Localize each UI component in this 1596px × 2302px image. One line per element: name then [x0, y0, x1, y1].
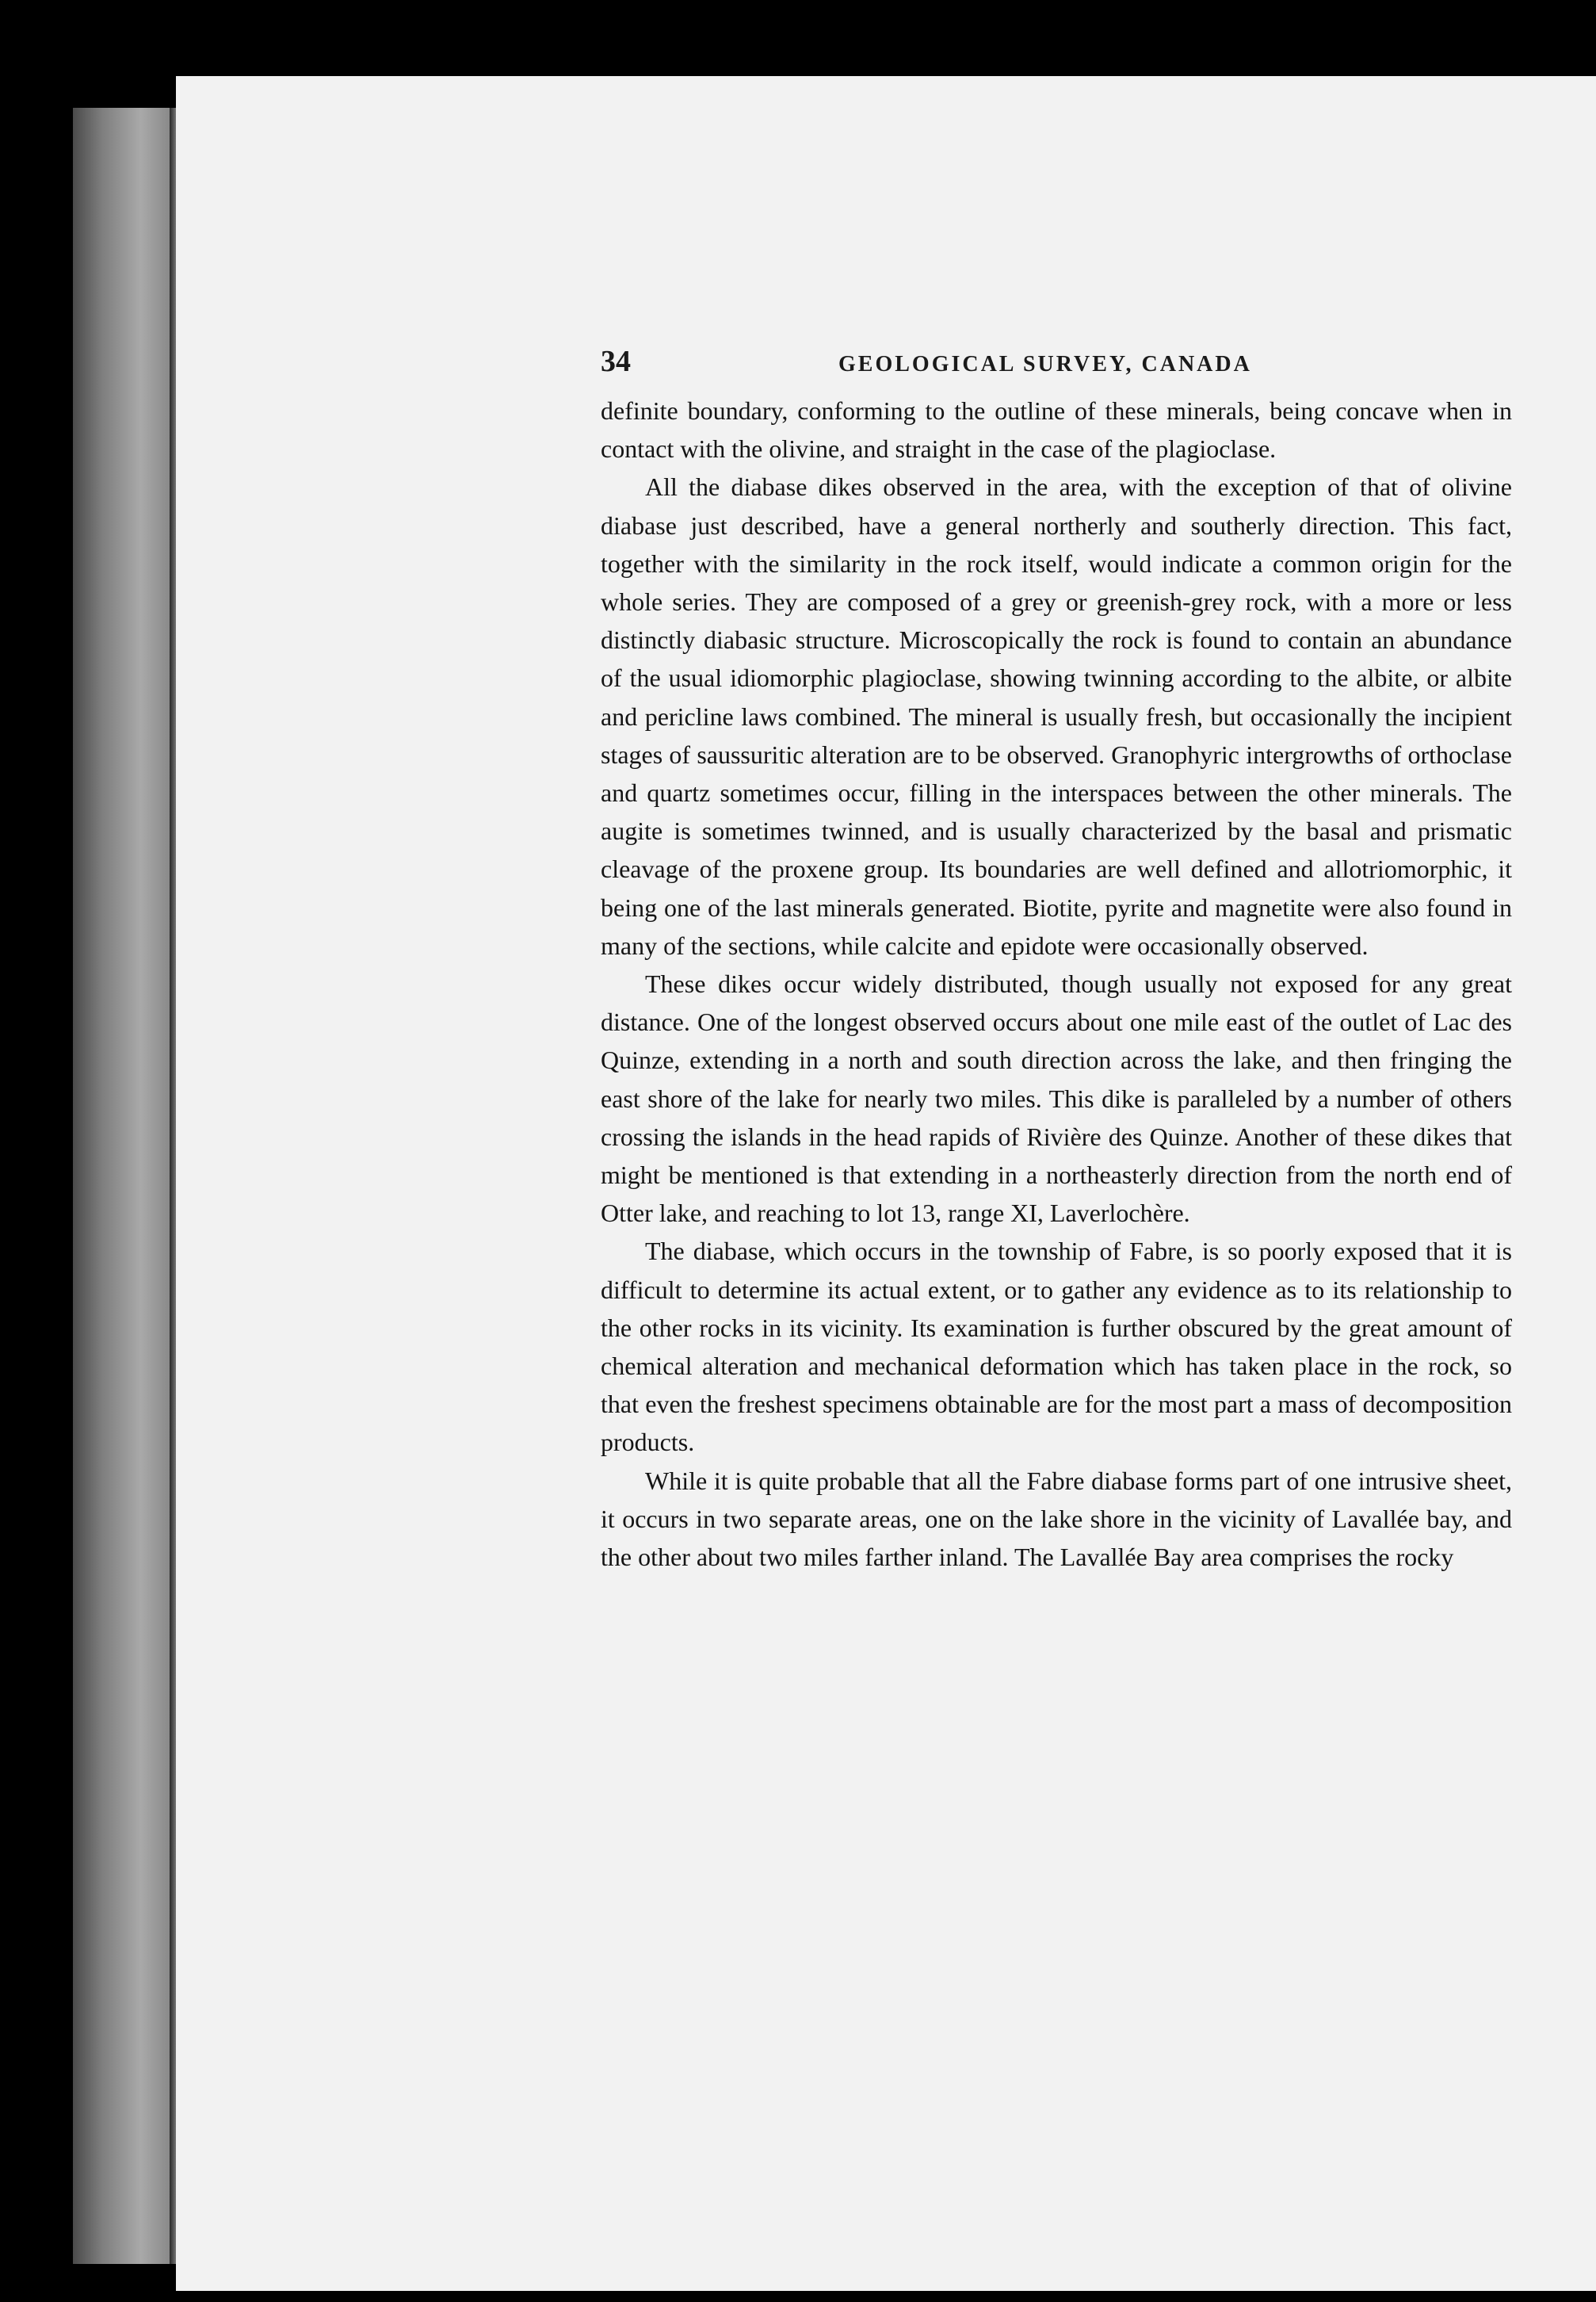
- paragraph-2: All the diabase dikes observed in the area, with the exception of that of olivine diabase just described, have a general northerly and southerly direction. This fact, together with the similarity in the rock itself, would indicate a common origin for the whole series. They are composed of a grey or greenish-grey rock, with a more or less distinctly diabasic structure. Microscopically the rock is found to contain an abundance of the usual idiomorphic plagioclase, showing twinning according to the albite, or albite and pericline laws combined. The mineral is usually fresh, but occasionally the incipient stages of saussuritic alteration are to be observed. Granophyric intergrowths of orthoclase and quartz sometimes occur, filling in the interspaces between the other minerals. The augite is sometimes twinned, and is usually characterized by the basal and prismatic cleavage of the proxene group. Its boundaries are well defined and allotriomorphic, it being one of the last minerals generated. Biotite, pyrite and magnetite were also found in many of the sections, while calcite and epidote were occasionally observed.: [601, 472, 1512, 960]
- paragraph-1: definite boundary, conforming to the outline of these minerals, being concave when in contact with the olivine, and straight in the case of the plagioclase.: [601, 396, 1512, 464]
- paragraph-5: While it is quite probable that all the Fabre diabase forms part of one intrusive sheet, it occurs in two separate areas, one on the lake shore in the vicinity of Lavallée bay, and the other about two miles farther inland. The Lavallée Bay area comprises the rocky: [601, 1466, 1512, 1572]
- body-text: [601, 392, 1512, 1576]
- paragraph-4: The diabase, which occurs in the township of Fabre, is so poorly exposed that it is difficult to determine its actual extent, or to gather any evidence as to its relationship to the other rocks in its vicinity. Its examination is further obscured by the great amount of chemical alteration and mechanical deformation which has taken place in the rock, so that even the freshest specimens obtainable are for the most part a mass of decomposition products.: [601, 1237, 1512, 1457]
- paragraph-3: These dikes occur widely distributed, though usually not exposed for any great distance. One of the longest observed occurs about one mile east of the outlet of Lac des Quinze, extending in a north and south direction across the lake, and then fringing the east shore of the lake for nearly two miles. This dike is paralleled by a number of others crossing the islands in the head rapids of Rivière des Quinze. Another of these dikes that might be mentioned is that extending in a northeasterly direction from the north end of Otter lake, and reaching to lot 13, range XI, Laverlochère.: [601, 969, 1512, 1228]
- running-head-title: GEOLOGICAL SURVEY, CANADA: [838, 352, 1252, 377]
- page-content: [601, 344, 1596, 1576]
- document-page: [176, 76, 1596, 2291]
- scan-edge-strip: [73, 108, 170, 2264]
- running-head: [601, 344, 1596, 392]
- page-number: 34: [601, 345, 631, 378]
